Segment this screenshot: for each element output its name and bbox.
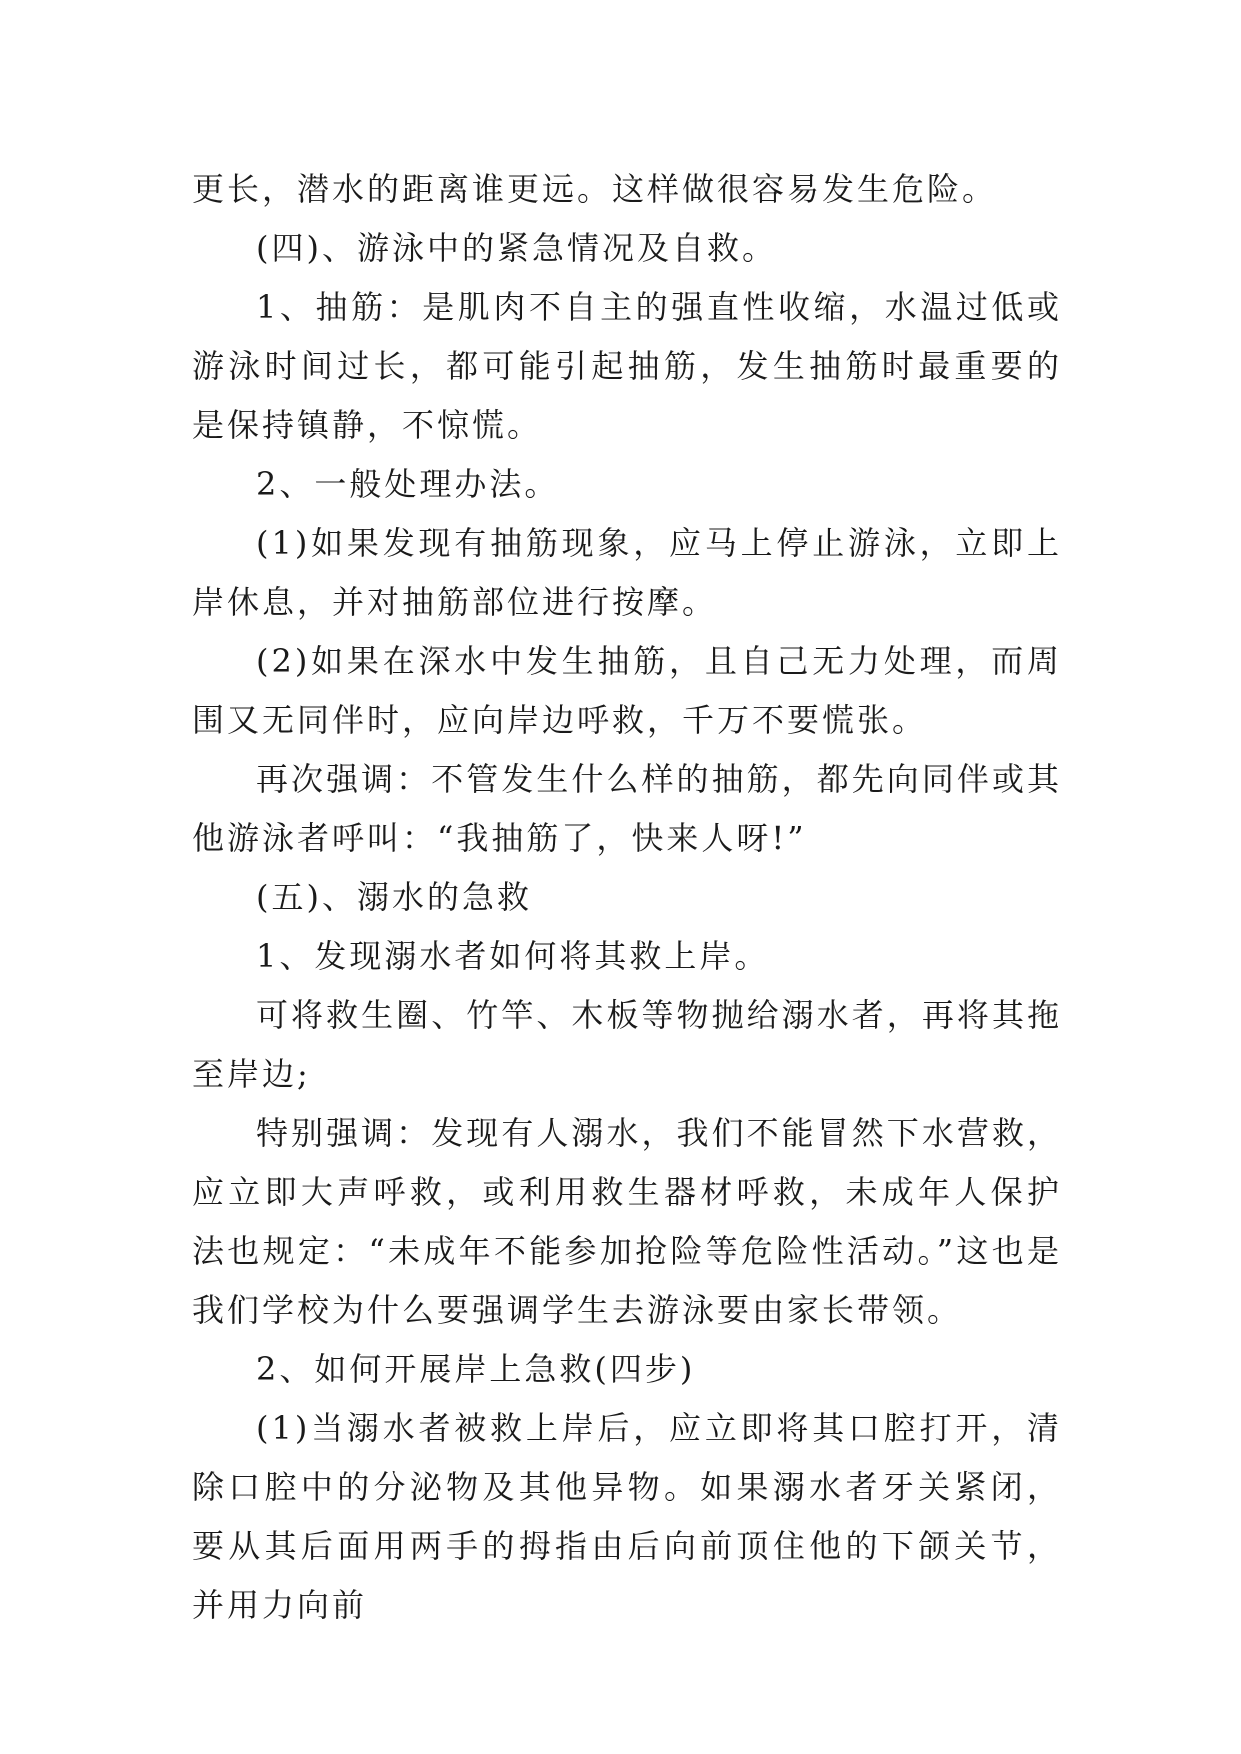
paragraph-cramp-definition: 1、抽筋：是肌肉不自主的强直性收缩，水温过低或游泳时间过长，都可能引起抽筋，发生抽筋时最重要的是保持镇静，不惊慌。	[192, 288, 1062, 444]
paragraph-emphasis-call: 再次强调：不管发生什么样的抽筋，都先向同伴或其他游泳者呼叫：“我抽筋了，快来人呀!”	[192, 760, 1062, 857]
section-heading-drowning-rescue: (五)、溺水的急救	[256, 878, 532, 916]
paragraph-treatment-2: (2)如果在深水中发生抽筋，且自己无力处理，而周围又无同伴时，应向岸边呼救，千万不要慌张。	[192, 642, 1062, 739]
document-page	[192, 160, 1062, 1635]
paragraph-first-aid-step-1: (1)当溺水者被救上岸后，应立即将其口腔打开，清除口腔中的分泌物及其他异物。如果溺水者牙关紧闭，要从其后面用两手的拇指由后向前顶住他的下颌关节，并用力向前	[192, 1409, 1062, 1624]
subheading-rescue-ashore: 1、发现溺水者如何将其救上岸。	[256, 937, 770, 975]
paragraph-treatment-1: (1)如果发现有抽筋现象，应马上停止游泳，立即上岸休息，并对抽筋部位进行按摩。	[192, 524, 1062, 621]
subheading-shore-first-aid: 2、如何开展岸上急救(四步)	[256, 1350, 696, 1388]
subheading-general-treatment: 2、一般处理办法。	[256, 465, 560, 503]
paragraph-continuation: 更长，潜水的距离谁更远。这样做很容易发生危险。	[192, 170, 998, 208]
paragraph-throw-aids: 可将救生圈、竹竿、木板等物抛给溺水者，再将其拖至岸边;	[192, 996, 1062, 1093]
section-heading-self-rescue: (四)、游泳中的紧急情况及自救。	[256, 229, 777, 267]
paragraph-special-emphasis: 特别强调：发现有人溺水，我们不能冒然下水营救，应立即大声呼救，或利用救生器材呼救，未成年人保护法也规定：“未成年不能参加抢险等危险性活动。”这也是我们学校为什么要强调学生去游泳要由家长带领。	[192, 1114, 1062, 1329]
